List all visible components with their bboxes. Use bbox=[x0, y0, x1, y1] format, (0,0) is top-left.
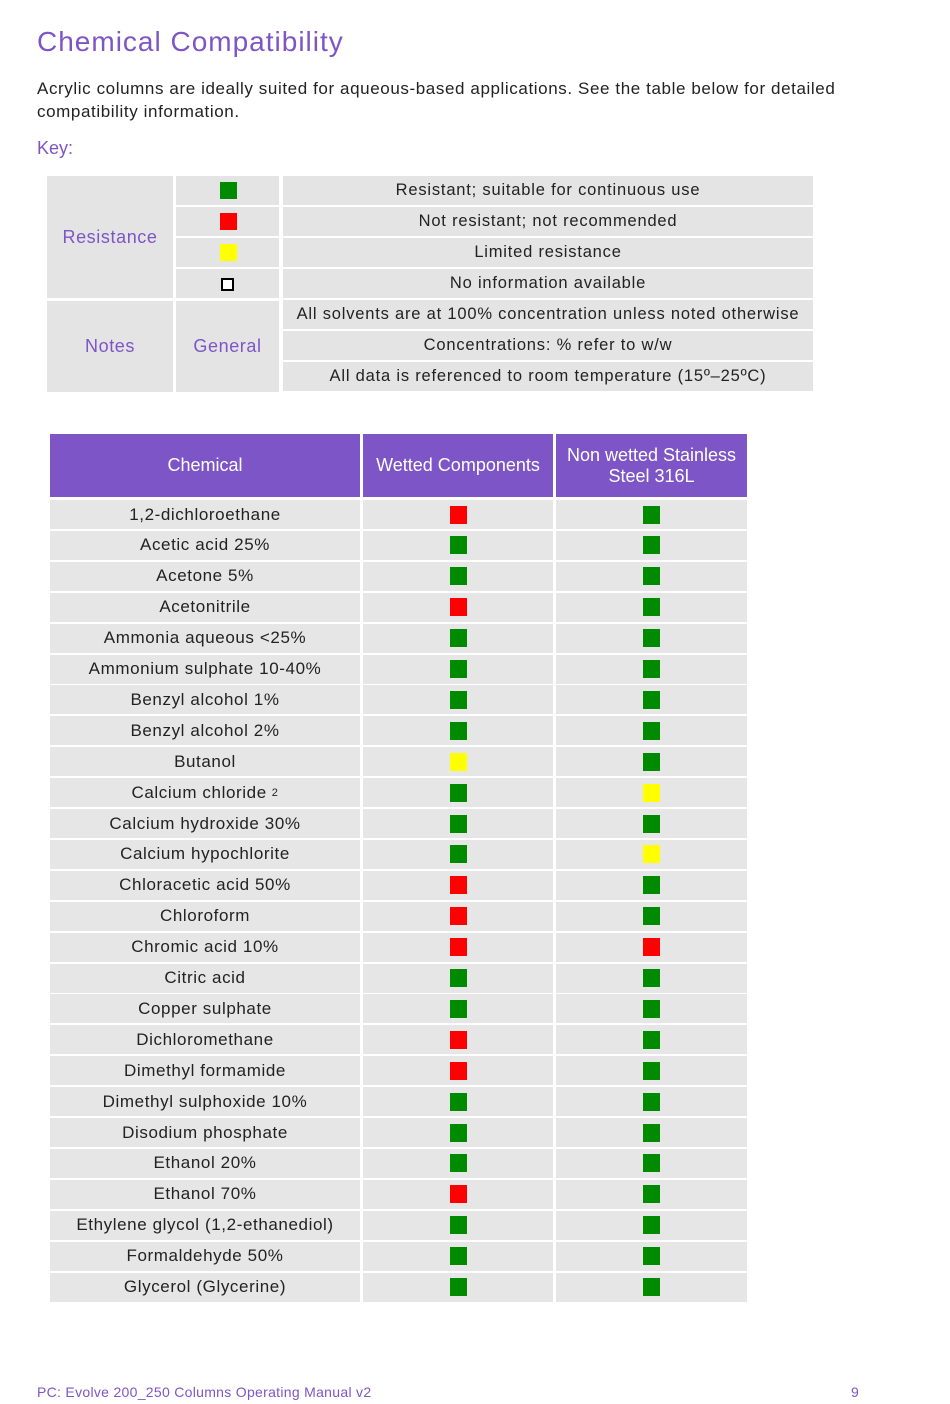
table-row bbox=[50, 840, 747, 869]
green-rating-swatch bbox=[450, 660, 467, 678]
non-wetted-rating-cell bbox=[556, 562, 747, 591]
chemical-name bbox=[50, 1056, 360, 1085]
key-label: Key: bbox=[37, 138, 74, 158]
red-rating-swatch bbox=[450, 1185, 467, 1203]
chemical-name-text: Dimethyl formamide bbox=[124, 1060, 286, 1080]
chemical-name bbox=[50, 562, 360, 591]
green-rating-swatch bbox=[450, 536, 467, 554]
chemical-name-text: Calcium hydroxide 30% bbox=[109, 813, 301, 833]
table-row bbox=[50, 655, 747, 684]
chemical-name bbox=[50, 624, 360, 653]
table-row bbox=[50, 964, 747, 993]
chemical-name-text: Dimethyl sulphoxide 10% bbox=[102, 1091, 308, 1111]
chemical-name bbox=[50, 1242, 360, 1271]
wetted-rating-cell bbox=[363, 1118, 553, 1147]
chemical-name bbox=[50, 1087, 360, 1116]
wetted-rating-cell bbox=[363, 1273, 553, 1302]
non-wetted-rating-cell bbox=[556, 1149, 747, 1178]
chemical-name bbox=[50, 902, 360, 931]
non-wetted-rating-cell bbox=[556, 500, 747, 529]
page-title: Chemical Compatibility bbox=[37, 26, 344, 57]
wetted-rating-cell bbox=[363, 778, 553, 807]
red-rating-swatch bbox=[450, 598, 467, 616]
chemical-name-text: 1,2-dichloroethane bbox=[129, 504, 281, 524]
green-rating-swatch bbox=[643, 1093, 660, 1111]
footer-page-number: 9 bbox=[851, 1384, 859, 1400]
wetted-rating-cell bbox=[363, 531, 553, 560]
wetted-rating-cell bbox=[363, 840, 553, 869]
chemical-name-text: Ammonium sulphate 10-40% bbox=[88, 659, 322, 678]
green-rating-swatch bbox=[643, 907, 660, 925]
wetted-rating-cell bbox=[363, 902, 553, 931]
header-wetted: Wetted Components bbox=[363, 434, 553, 497]
wetted-rating-cell bbox=[363, 1149, 553, 1178]
non-wetted-rating-cell bbox=[556, 685, 747, 714]
green-rating-swatch bbox=[643, 722, 660, 740]
chemical-name-text: Ethylene glycol (1,2-ethanediol) bbox=[76, 1215, 334, 1235]
green-rating-swatch bbox=[450, 1247, 467, 1265]
chemical-name-text: Acetic acid 25% bbox=[140, 535, 270, 555]
chemical-name-text: Benzyl alcohol 2% bbox=[130, 720, 280, 740]
green-rating-swatch bbox=[643, 969, 660, 987]
green-rating-swatch bbox=[450, 567, 467, 585]
non-wetted-rating-cell bbox=[556, 902, 747, 931]
green-rating-swatch bbox=[450, 1124, 467, 1142]
wetted-rating-cell bbox=[363, 964, 553, 993]
key-desc-limited: Limited resistance bbox=[283, 238, 813, 267]
green-rating-swatch bbox=[643, 691, 660, 709]
non-wetted-rating-cell bbox=[556, 1025, 747, 1054]
wetted-rating-cell bbox=[363, 871, 553, 900]
green-rating-swatch bbox=[450, 691, 467, 709]
non-wetted-rating-cell bbox=[556, 840, 747, 869]
key-note-temperature: All data is referenced to room temperature (15º–25ºC) bbox=[283, 362, 813, 391]
yellow-rating-swatch bbox=[450, 753, 467, 771]
intro-paragraph: Acrylic columns are ideally suited for aqueous-based applications. See the table below for detailed compatibility information. bbox=[37, 79, 836, 121]
non-wetted-rating-cell bbox=[556, 1118, 747, 1147]
chemical-name bbox=[50, 593, 360, 622]
chemical-name-text: Copper sulphate bbox=[138, 998, 272, 1018]
chemical-name bbox=[50, 994, 360, 1023]
key-note-solvents: All solvents are at 100% concentration unless noted otherwise bbox=[283, 300, 813, 329]
wetted-rating-cell bbox=[363, 685, 553, 714]
chemical-name bbox=[50, 1149, 360, 1178]
wetted-rating-cell bbox=[363, 809, 553, 838]
table-row bbox=[50, 747, 747, 776]
yellow-rating-swatch bbox=[643, 784, 660, 802]
chemical-name-text: Ammonia aqueous <25% bbox=[103, 628, 307, 648]
non-wetted-rating-cell bbox=[556, 994, 747, 1023]
green-rating-swatch bbox=[450, 1154, 467, 1172]
non-wetted-rating-cell bbox=[556, 1087, 747, 1116]
table-row bbox=[50, 1056, 747, 1085]
chemical-name bbox=[50, 933, 360, 962]
wetted-rating-cell bbox=[363, 994, 553, 1023]
green-rating-swatch bbox=[643, 567, 660, 585]
table-row bbox=[50, 531, 747, 560]
green-rating-swatch bbox=[643, 629, 660, 647]
chemical-name-text: Formaldehyde 50% bbox=[126, 1246, 284, 1266]
wetted-rating-cell bbox=[363, 1211, 553, 1240]
green-rating-swatch bbox=[643, 660, 660, 678]
non-wetted-rating-cell bbox=[556, 933, 747, 962]
chemical-name bbox=[50, 747, 360, 776]
key-note-concentrations: Concentrations: % refer to w/w bbox=[283, 331, 813, 360]
green-rating-swatch bbox=[643, 1031, 660, 1049]
table-row bbox=[50, 716, 747, 745]
yellow-rating-swatch bbox=[643, 845, 660, 863]
table-row bbox=[50, 1273, 747, 1302]
table-row bbox=[50, 871, 747, 900]
footer-manual-title: PC: Evolve 200_250 Columns Operating Manual v2 bbox=[37, 1384, 372, 1400]
chemical-name-text: Calcium hypochlorite bbox=[120, 844, 290, 864]
chemical-name-text: Disodium phosphate bbox=[122, 1122, 288, 1142]
chemical-name bbox=[50, 871, 360, 900]
non-wetted-rating-cell bbox=[556, 716, 747, 745]
wetted-rating-cell bbox=[363, 1087, 553, 1116]
chemical-name-text: Glycerol (Glycerine) bbox=[123, 1277, 287, 1296]
green-rating-swatch bbox=[450, 629, 467, 647]
non-wetted-rating-cell bbox=[556, 1211, 747, 1240]
non-wetted-rating-cell bbox=[556, 747, 747, 776]
green-rating-swatch bbox=[450, 784, 467, 802]
table-row bbox=[50, 1180, 747, 1209]
green-rating-swatch bbox=[643, 876, 660, 894]
chemical-name bbox=[50, 655, 360, 684]
wetted-rating-cell bbox=[363, 624, 553, 653]
key-desc-resistant: Resistant; suitable for continuous use bbox=[283, 176, 813, 205]
empty-swatch bbox=[221, 278, 234, 291]
green-rating-swatch bbox=[450, 815, 467, 833]
green-rating-swatch bbox=[643, 815, 660, 833]
chemical-name bbox=[50, 1211, 360, 1240]
chemical-name bbox=[50, 809, 360, 838]
wetted-rating-cell bbox=[363, 593, 553, 622]
table-row bbox=[50, 1087, 747, 1116]
chemical-name bbox=[50, 1025, 360, 1054]
chemical-name-text: Benzyl alcohol 1% bbox=[130, 689, 280, 709]
chemical-name-text: Calcium chloride bbox=[131, 782, 267, 802]
green-rating-swatch bbox=[643, 506, 660, 524]
chemical-name-text: Butanol bbox=[174, 751, 236, 771]
red-rating-swatch bbox=[450, 876, 467, 894]
table-row bbox=[50, 809, 747, 838]
table-row bbox=[50, 562, 747, 591]
chemical-name bbox=[50, 716, 360, 745]
red-rating-swatch bbox=[450, 938, 467, 956]
non-wetted-rating-cell bbox=[556, 778, 747, 807]
wetted-rating-cell bbox=[363, 1242, 553, 1271]
wetted-rating-cell bbox=[363, 747, 553, 776]
green-rating-swatch bbox=[643, 1154, 660, 1172]
table-row bbox=[50, 1242, 747, 1271]
chemical-name-text: Acetonitrile bbox=[159, 597, 251, 617]
green-rating-swatch bbox=[643, 1185, 660, 1203]
yellow-swatch bbox=[220, 244, 237, 261]
chemical-name-text: Dichloromethane bbox=[136, 1029, 274, 1049]
table-row bbox=[50, 994, 747, 1023]
non-wetted-rating-cell bbox=[556, 593, 747, 622]
green-rating-swatch bbox=[643, 1124, 660, 1142]
green-rating-swatch bbox=[450, 1093, 467, 1111]
chemical-name-text: Chromic acid 10% bbox=[131, 937, 279, 957]
chemical-name bbox=[50, 1273, 360, 1302]
key-notes-label: Notes bbox=[84, 336, 136, 356]
red-rating-swatch bbox=[450, 1031, 467, 1049]
green-rating-swatch bbox=[643, 1062, 660, 1080]
chemical-name bbox=[50, 778, 360, 807]
non-wetted-rating-cell bbox=[556, 1180, 747, 1209]
green-rating-swatch bbox=[450, 1000, 467, 1018]
non-wetted-rating-cell bbox=[556, 655, 747, 684]
chemical-name-text: Ethanol 20% bbox=[153, 1153, 257, 1173]
wetted-rating-cell bbox=[363, 500, 553, 529]
chemical-name bbox=[50, 840, 360, 869]
chemical-name-text: Ethanol 70% bbox=[153, 1184, 257, 1204]
header-non-wetted: Non wetted Stainless Steel 316L bbox=[556, 434, 747, 497]
table-row bbox=[50, 593, 747, 622]
wetted-rating-cell bbox=[363, 716, 553, 745]
chemical-name bbox=[50, 1118, 360, 1147]
chemical-name bbox=[50, 500, 360, 529]
footnote-marker: 2 bbox=[271, 786, 279, 799]
red-rating-swatch bbox=[450, 1062, 467, 1080]
green-rating-swatch bbox=[643, 1278, 660, 1296]
green-rating-swatch bbox=[643, 1247, 660, 1265]
green-rating-swatch bbox=[643, 1000, 660, 1018]
wetted-rating-cell bbox=[363, 1025, 553, 1054]
red-rating-swatch bbox=[450, 907, 467, 925]
non-wetted-rating-cell bbox=[556, 1056, 747, 1085]
table-row bbox=[50, 624, 747, 653]
chemical-name-text: Chloracetic acid 50% bbox=[119, 875, 291, 895]
table-row bbox=[50, 1025, 747, 1054]
non-wetted-rating-cell bbox=[556, 809, 747, 838]
wetted-rating-cell bbox=[363, 562, 553, 591]
chemical-name-text: Acetone 5% bbox=[156, 566, 254, 586]
green-rating-swatch bbox=[450, 1216, 467, 1234]
table-row bbox=[50, 933, 747, 962]
chemical-name bbox=[50, 1180, 360, 1209]
green-swatch bbox=[220, 182, 237, 199]
key-general-label: General bbox=[193, 336, 262, 356]
green-rating-swatch bbox=[450, 969, 467, 987]
key-table bbox=[47, 176, 814, 392]
table-row bbox=[50, 902, 747, 931]
wetted-rating-cell bbox=[363, 655, 553, 684]
table-row bbox=[50, 778, 747, 807]
non-wetted-rating-cell bbox=[556, 531, 747, 560]
chemical-name bbox=[50, 531, 360, 560]
table-row bbox=[50, 1149, 747, 1178]
key-resistance-label: Resistance bbox=[62, 226, 158, 247]
red-rating-swatch bbox=[450, 506, 467, 524]
chemical-name-text: Citric acid bbox=[164, 968, 246, 987]
wetted-rating-cell bbox=[363, 1056, 553, 1085]
green-rating-swatch bbox=[643, 536, 660, 554]
non-wetted-rating-cell bbox=[556, 1242, 747, 1271]
green-rating-swatch bbox=[643, 1216, 660, 1234]
green-rating-swatch bbox=[643, 753, 660, 771]
wetted-rating-cell bbox=[363, 1180, 553, 1209]
key-desc-not-resistant: Not resistant; not recommended bbox=[283, 207, 813, 236]
wetted-rating-cell bbox=[363, 933, 553, 962]
green-rating-swatch bbox=[450, 722, 467, 740]
non-wetted-rating-cell bbox=[556, 1273, 747, 1302]
red-rating-swatch bbox=[643, 938, 660, 956]
key-desc-no-info: No information available bbox=[283, 269, 813, 298]
chemical-name bbox=[50, 685, 360, 714]
table-row bbox=[50, 1211, 747, 1240]
chemical-name bbox=[50, 964, 360, 993]
table-row bbox=[50, 500, 747, 529]
header-chemical: Chemical bbox=[50, 434, 360, 497]
green-rating-swatch bbox=[643, 598, 660, 616]
chemical-name-text: Chloroform bbox=[159, 906, 251, 926]
green-rating-swatch bbox=[450, 1278, 467, 1296]
non-wetted-rating-cell bbox=[556, 964, 747, 993]
non-wetted-rating-cell bbox=[556, 624, 747, 653]
green-rating-swatch bbox=[450, 845, 467, 863]
table-row bbox=[50, 685, 747, 714]
red-swatch bbox=[220, 213, 237, 230]
non-wetted-rating-cell bbox=[556, 871, 747, 900]
table-row bbox=[50, 1118, 747, 1147]
